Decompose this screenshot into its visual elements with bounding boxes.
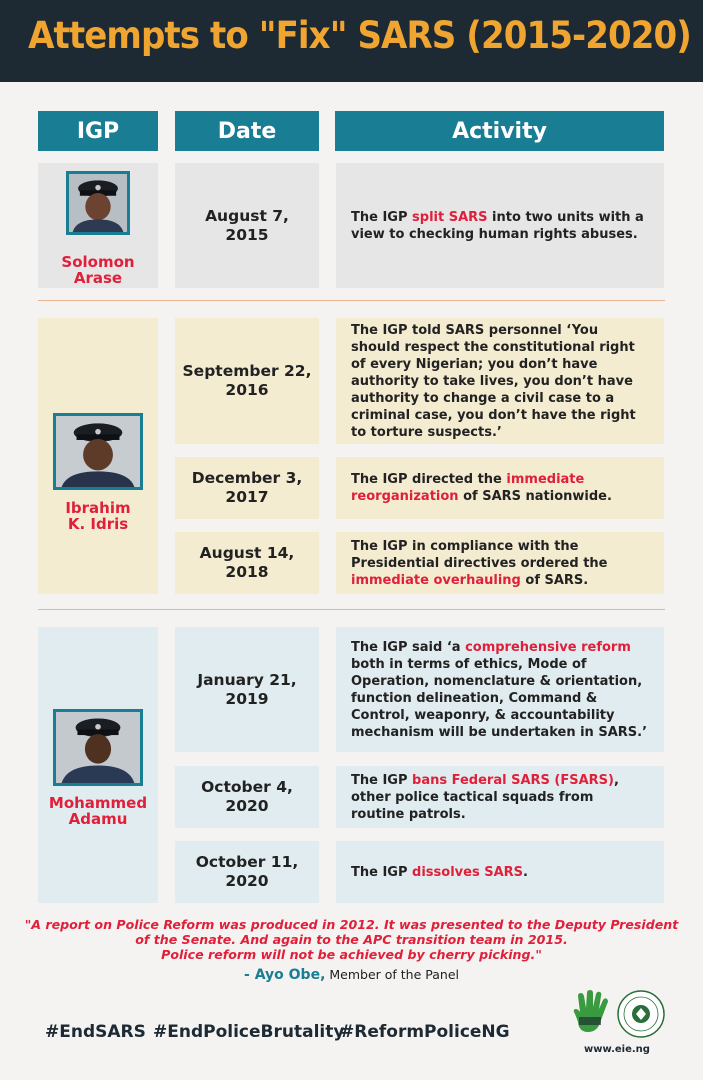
date-cell: September 22, 2016 bbox=[175, 318, 319, 444]
federal-seal-logo bbox=[617, 990, 665, 1038]
portrait-ibrahim-idris bbox=[53, 413, 143, 490]
page-title: Attempts to "Fix" SARS (2015-2020) bbox=[28, 14, 691, 57]
divider bbox=[38, 609, 665, 610]
date-cell: January 21, 2019 bbox=[175, 627, 319, 752]
activity-cell: The IGP split SARS into two units with a view to checking human rights abuses. bbox=[336, 163, 664, 288]
date-cell: October 4, 2020 bbox=[175, 766, 319, 828]
date-cell: October 11, 2020 bbox=[175, 841, 319, 903]
activity-cell: The IGP bans Federal SARS (FSARS), other police tactical squads from routine patrols. bbox=[336, 766, 664, 828]
igp-name-adamu: Mohammed Adamu bbox=[48, 794, 148, 828]
header-igp: IGP bbox=[38, 111, 158, 151]
website-text: www.eie.ng bbox=[584, 1044, 650, 1055]
activity-cell: The IGP directed the immediate reorganization of SARS nationwide. bbox=[336, 457, 664, 519]
hashtag-reformpoliceng: #ReformPoliceNG bbox=[340, 1022, 510, 1042]
date-cell: December 3, 2017 bbox=[175, 457, 319, 519]
hashtag-endsars: #EndSARS bbox=[45, 1022, 146, 1042]
quote-attribution: - Ayo Obe, Member of the Panel bbox=[244, 967, 459, 983]
portrait-solomon-arase bbox=[66, 171, 130, 235]
date-cell: August 7, 2015 bbox=[175, 163, 319, 288]
enough-is-enough-hand-logo bbox=[570, 990, 612, 1038]
header-activity: Activity bbox=[335, 111, 664, 151]
activity-cell: The IGP dissolves SARS. bbox=[336, 841, 664, 903]
portrait-mohammed-adamu bbox=[53, 709, 143, 786]
activity-cell: The IGP said ‘a comprehensive reform both in terms of ethics, Mode of Operation, nomenclature & orientation, function delineation, Command & Control, weaponry, & accountability mechanism will be undertaken in SARS.’ bbox=[336, 627, 664, 752]
activity-cell: The IGP in compliance with the Presidential directives ordered the immediate overhauling of SARS. bbox=[336, 532, 664, 594]
header-date: Date bbox=[175, 111, 319, 151]
quote-text: "A report on Police Reform was produced in 2012. It was presented to the Deputy President of the Senate. And again to the APC transition team in 2015. Police reform will not be achieved by cherry picking." bbox=[24, 917, 679, 962]
activity-cell: The IGP told SARS personnel ‘You should respect the constitutional right of every Nigerian; you don’t have authority to take lives, you don’t have authority to change a civil case to a criminal case, you don’t have the right to torture suspects.’ bbox=[336, 318, 664, 444]
igp-name-arase: Solomon Arase bbox=[61, 253, 135, 287]
divider bbox=[38, 300, 665, 301]
hashtag-endpolicebrutality: #EndPoliceBrutality bbox=[153, 1022, 345, 1042]
igp-name-idris: Ibrahim K. Idris bbox=[65, 499, 131, 533]
date-cell: August 14, 2018 bbox=[175, 532, 319, 594]
